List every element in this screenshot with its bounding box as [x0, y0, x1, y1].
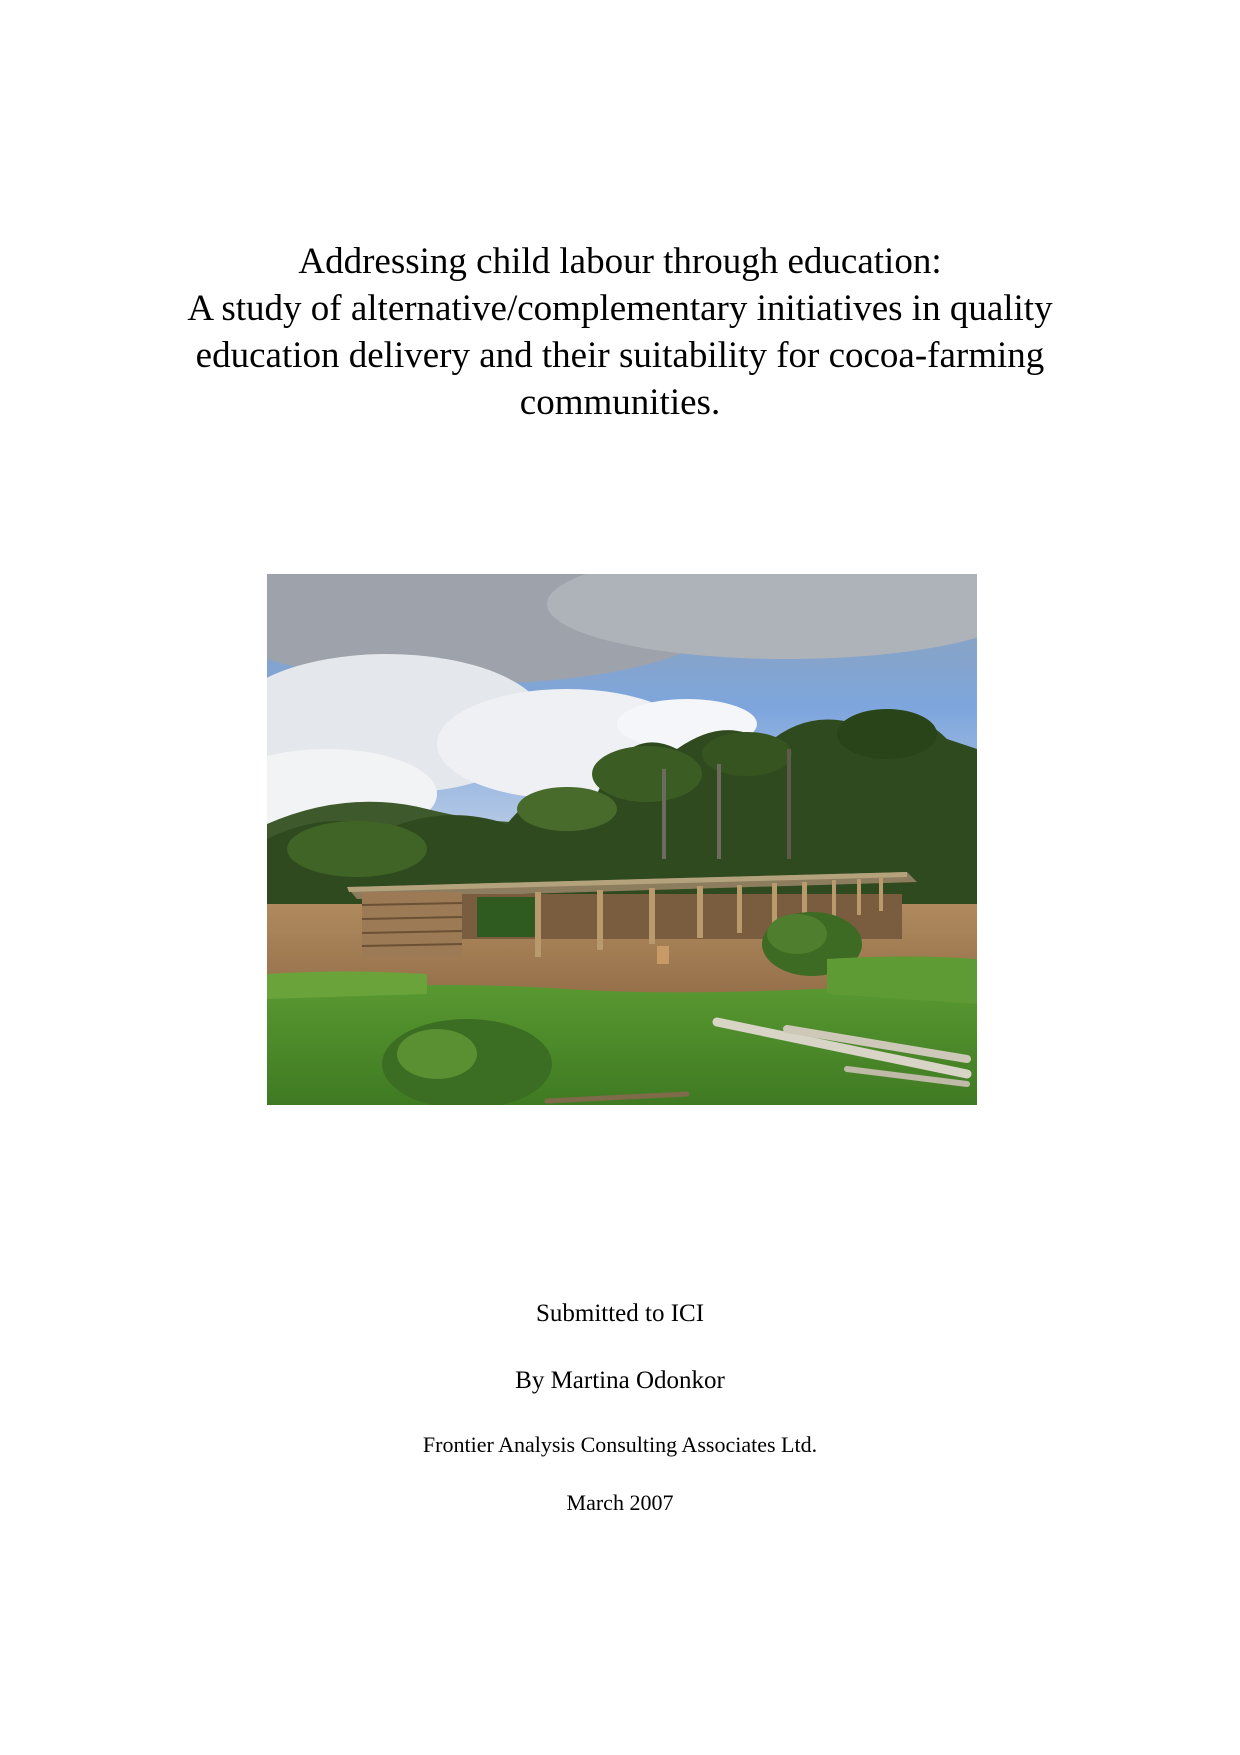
- organisation-line: Frontier Analysis Consulting Associates Ltd.: [422, 1432, 818, 1457]
- cover-photo: [267, 574, 977, 1105]
- date-line: March 2007: [566, 1490, 674, 1515]
- title-line: communities.: [519, 382, 721, 423]
- author-line: By Martina Odonkor: [515, 1367, 725, 1394]
- title-line: Addressing child labour through education:: [298, 241, 942, 282]
- report-title: [100, 238, 1140, 426]
- cover-photo-illustration: [267, 574, 977, 1105]
- title-line: A study of alternative/complementary initiatives in quality: [187, 288, 1053, 329]
- title-line: education delivery and their suitability for cocoa-farming: [195, 335, 1045, 376]
- submitted-to: Submitted to ICI: [535, 1300, 705, 1327]
